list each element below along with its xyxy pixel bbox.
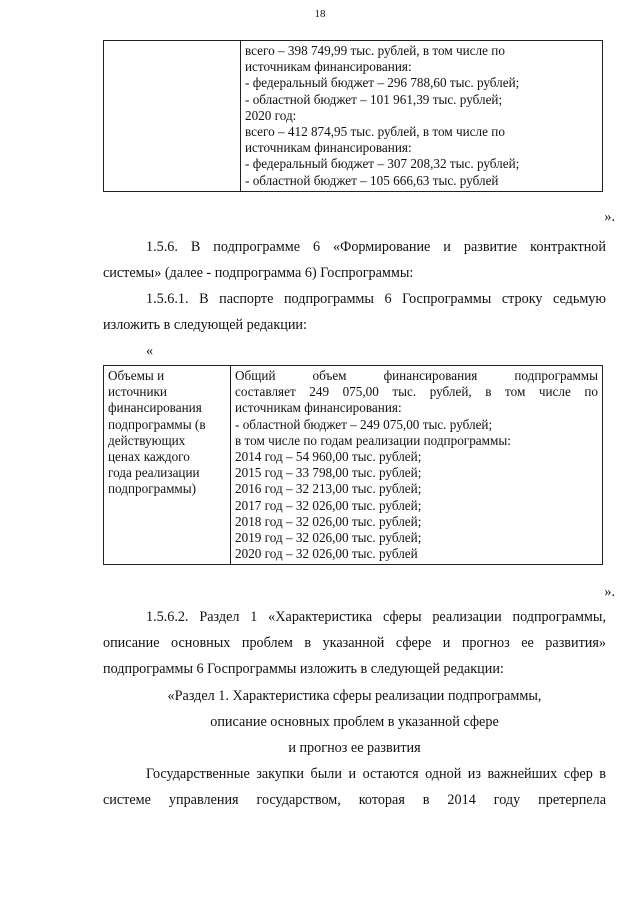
table2-label-line: ценах каждого [108,449,190,465]
table2-label-line: источники [108,384,167,400]
table2-line: источникам финансирования: [235,400,402,416]
table1-line: всего – 412 874,95 тыс. рублей, в том числе по [245,124,505,140]
table1-line: 2020 год: [245,107,297,123]
section-title-line3: и прогноз ее развития [288,740,421,756]
table2-label-line: Объемы и [108,368,165,383]
table2-label-line: года реализации [108,465,200,481]
table2-right-cell [231,366,603,565]
table2-left-cell [104,366,231,565]
body-para-line2: системе управления государством, которая в 2014 году претерпела [103,792,606,808]
table1-line: всего – 398 749,99 тыс. рублей, в том числе по [245,43,505,58]
para-1-5-6-1-line2: изложить в следующей редакции: [103,317,307,333]
table2-label-line: подпрограммы (в [108,416,206,432]
table1-line: - федеральный бюджет – 307 208,32 тыс. рублей; [245,156,520,172]
table2-line: в том числе по годам реализации подпрограммы: [235,432,511,448]
para-1-5-6-line1: 1.5.6. В подпрограмме 6 «Формирование и развитие контрактной [146,239,606,255]
table1-right-cell [241,41,603,192]
table2-label-line: подпрограммы) [108,481,197,497]
table2-line: 2016 год – 32 213,00 тыс. рублей; [235,481,422,497]
table2-line: Общий объем финансирования подпрограммы [235,368,598,383]
page-number: 18 [314,8,326,20]
body-para-line1: Государственные закупки были и остаются одной из важнейших сфер в [146,766,606,782]
table2-line: 2019 год – 32 026,00 тыс. рублей; [235,530,422,546]
section-title-line1: «Раздел 1. Характеристика сферы реализации подпрограммы, [167,688,542,704]
table2-closing-quote: ». [604,584,615,600]
table2-line: 2014 год – 54 960,00 тыс. рублей; [235,449,422,465]
table1-left-cell [104,41,241,192]
table2-label-line: финансирования [108,400,202,416]
table1-line: источникам финансирования: [245,140,412,156]
table1-line: - областной бюджет – 105 666,63 тыс. рублей [245,172,499,188]
table1-line: - областной бюджет – 101 961,39 тыс. рублей; [245,91,503,107]
table1-closing-quote: ». [604,209,615,225]
table2-line: 2017 год – 32 026,00 тыс. рублей; [235,497,422,513]
section-title-line2: описание основных проблем в указанной сфере [210,714,499,730]
table2-line: 2018 год – 32 026,00 тыс. рублей; [235,513,422,529]
table2-line: - областной бюджет – 249 075,00 тыс. рублей; [235,416,493,432]
open-quote: « [146,343,154,359]
para-1-5-6-2-line1: 1.5.6.2. Раздел 1 «Характеристика сферы реализации подпрограммы, [146,609,606,625]
table2-line: 2015 год – 33 798,00 тыс. рублей; [235,465,422,481]
table1-line: - федеральный бюджет – 296 788,60 тыс. рублей; [245,75,520,91]
para-1-5-6-1-line1: 1.5.6.1. В паспорте подпрограммы 6 Госпрограммы строку седьмую [146,291,606,307]
financing-table-continued [103,40,603,192]
para-1-5-6-line2: системы» (далее - подпрограмма 6) Госпрограммы: [103,265,414,281]
table2-label-line: действующих [108,432,186,448]
para-1-5-6-2-line2: описание основных проблем в указанной сфере и прогноз ее развития» [103,635,606,651]
para-1-5-6-2-line3: подпрограммы 6 Госпрограммы изложить в следующей редакции: [103,661,504,677]
table1-line: источникам финансирования: [245,59,412,75]
table2-line: 2020 год – 32 026,00 тыс. рублей [235,546,418,562]
financing-table [103,365,603,565]
table2-line: составляет 249 075,00 тыс. рублей, в том числе по [235,384,598,400]
